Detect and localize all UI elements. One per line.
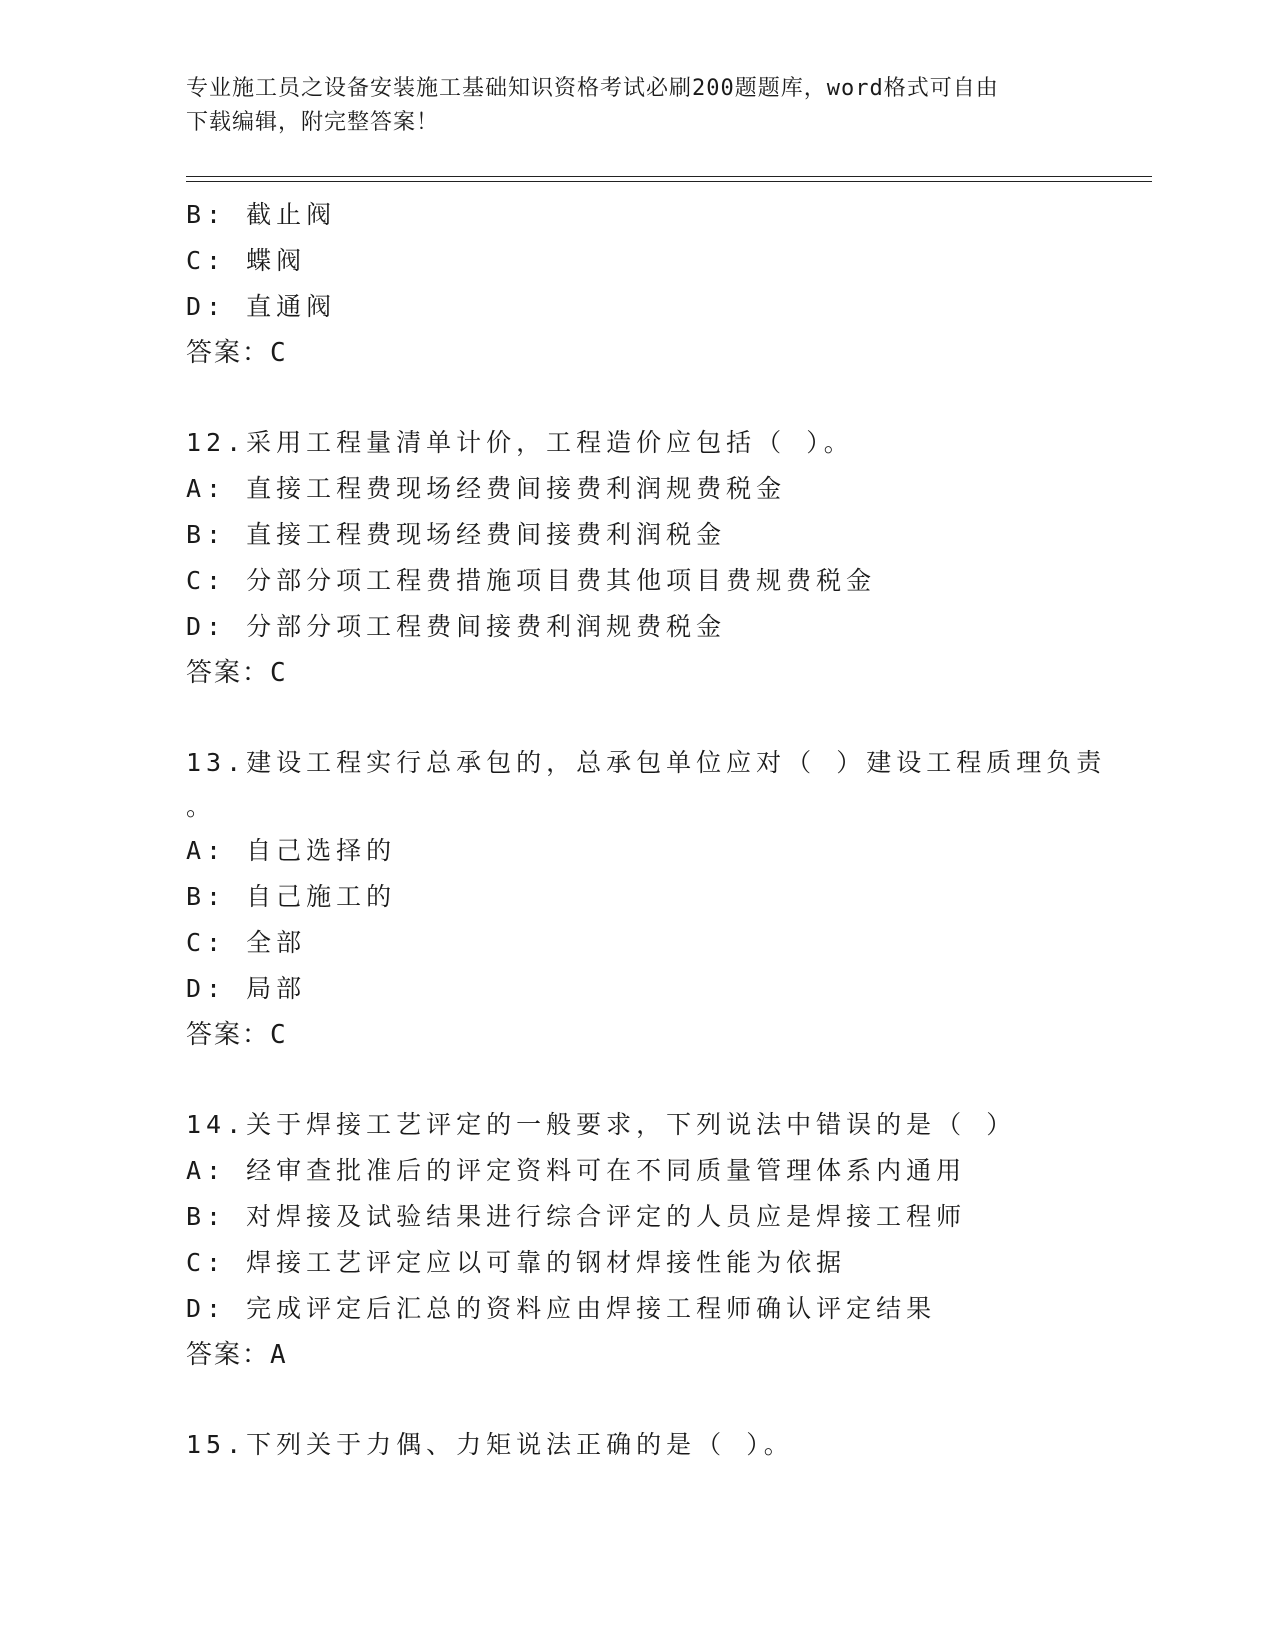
answer-value: A: [270, 1340, 288, 1370]
header-divider-top: [186, 176, 1152, 177]
question-14-block: [186, 1102, 1152, 1378]
question-list: [186, 192, 1152, 1468]
header-line-2: 下载编辑，附完整答案！: [186, 110, 440, 135]
question-text: 15.下列关于力偶、力矩说法正确的是（ ）。: [186, 1430, 794, 1459]
answer-label: 答案：: [186, 338, 271, 368]
option-a: A: 自己选择的: [186, 836, 397, 865]
option-d: D: 完成评定后汇总的资料应由焊接工程师确认评定结果: [186, 1294, 937, 1323]
answer-label: 答案：: [186, 1020, 271, 1050]
option-b: B: 直接工程费现场经费间接费利润税金: [186, 520, 727, 549]
header-divider-bottom: [186, 181, 1152, 182]
question-15-block: [186, 1422, 1152, 1468]
answer-label: 答案：: [186, 1340, 271, 1370]
option-c: C: 分部分项工程费措施项目费其他项目费规费税金: [186, 566, 877, 595]
option-d: D: 局部: [186, 974, 307, 1003]
document-header: [186, 72, 1066, 140]
question-text: 14.关于焊接工艺评定的一般要求，下列说法中错误的是（ ）: [186, 1110, 1017, 1139]
option-c: C: 焊接工艺评定应以可靠的钢材焊接性能为依据: [186, 1248, 847, 1277]
answer-value: C: [270, 338, 288, 368]
question-12-block: [186, 420, 1152, 696]
answer-line: [186, 1012, 1152, 1058]
question-11-block: [186, 192, 1152, 376]
question-text: 13.建设工程实行总承包的，总承包单位应对（ ）建设工程质理负责: [186, 748, 1107, 777]
answer-value: C: [270, 1020, 288, 1050]
option-d: D: 直通阀: [186, 292, 337, 321]
answer-line: [186, 1332, 1152, 1378]
answer-line: [186, 650, 1152, 696]
option-b: B: 自己施工的: [186, 882, 397, 911]
question-13-block: [186, 740, 1152, 1058]
answer-value: C: [270, 658, 288, 688]
answer-label: 答案：: [186, 658, 271, 688]
option-a: A: 直接工程费现场经费间接费利润规费税金: [186, 474, 787, 503]
question-text-continuation: 。: [186, 792, 217, 821]
option-b: B: 截止阀: [186, 200, 337, 229]
question-text: 12.采用工程量清单计价，工程造价应包括（ ）。: [186, 428, 854, 457]
answer-line: [186, 330, 1152, 376]
option-a: A: 经审查批准后的评定资料可在不同质量管理体系内通用: [186, 1156, 967, 1185]
option-c: C: 全部: [186, 928, 307, 957]
option-c: C: 蝶阀: [186, 246, 307, 275]
option-b: B: 对焊接及试验结果进行综合评定的人员应是焊接工程师: [186, 1202, 967, 1231]
header-line-1: 专业施工员之设备安装施工基础知识资格考试必刷200题题库，word格式可自由: [186, 76, 999, 101]
option-d: D: 分部分项工程费间接费利润规费税金: [186, 612, 727, 641]
